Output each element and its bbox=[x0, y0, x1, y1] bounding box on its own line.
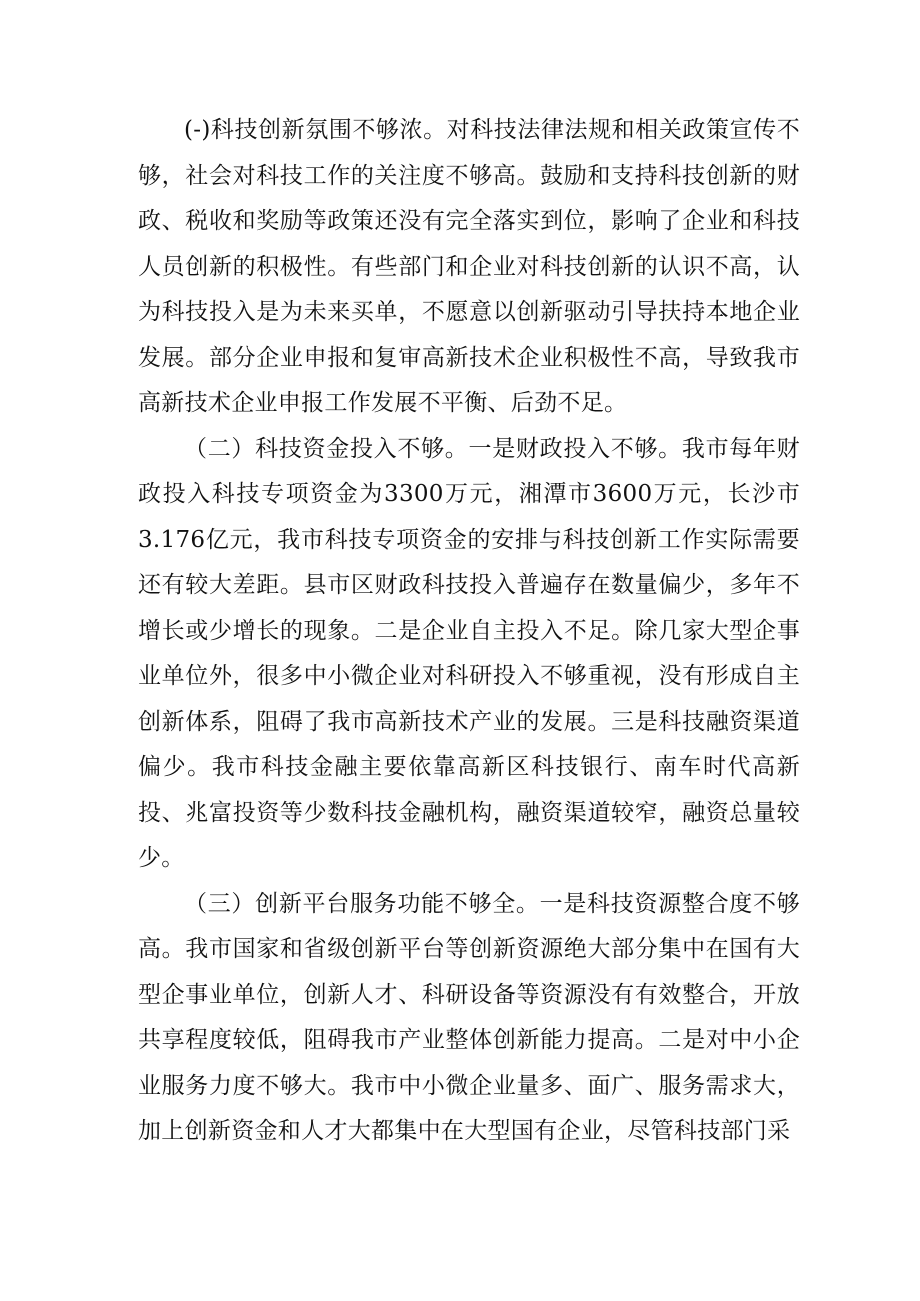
paragraph-innovation-atmosphere: (-)科技创新氛围不够浓。对科技法律法规和相关政策宣传不够，社会对科技工作的关注度不够高。鼓励和支持科技创新的财政、税收和奖励等政策还没有完全落实到位，影响了企业和科技人员创新的积极性。有些部门和企业对科技创新的认识不高，认为科技投入是为未来买单，不愿意以创新驱动引导扶持本地企业发展。部分企业申报和复审高新技术企业积极性不高，导致我市高新技术企业申报工作发展不平衡、后劲不足。 bbox=[138, 117, 800, 416]
paragraph-platform-services: （三）创新平台服务功能不够全。一是科技资源整合度不够高。我市国家和省级创新平台等创新资源绝大部分集中在国有大型企事业单位，创新人才、科研设备等资源没有有效整合，开放共享程度较低，阻碍我市产业整体创新能力提高。二是对中小企业服务力度不够大。我市中小微企业量多、面广、服务需求大，加上创新资金和人才大都集中在大型国有企业，尽管科技部门采 bbox=[138, 890, 800, 1144]
document-body bbox=[138, 108, 800, 1155]
paragraph-funding-investment: （二）科技资金投入不够。一是财政投入不够。我市每年财政投入科技专项资金为3300万元，湘潭市3600万元，长沙市3.176亿元，我市科技专项资金的安排与科技创新工作实际需要还有较大差距。县市区财政科技投入普遍存在数量偏少，多年不增长或少增长的现象。二是企业自主投入不足。除几家大型企事业单位外，很多中小微企业对科研投入不够重视，没有形成自主创新体系，阻碍了我市高新技术产业的发展。三是科技融资渠道偏少。我市科技金融主要依靠高新区科技银行、南车时代高新投、兆富投资等少数科技金融机构，融资渠道较窄，融资总量较少。 bbox=[138, 435, 800, 871]
